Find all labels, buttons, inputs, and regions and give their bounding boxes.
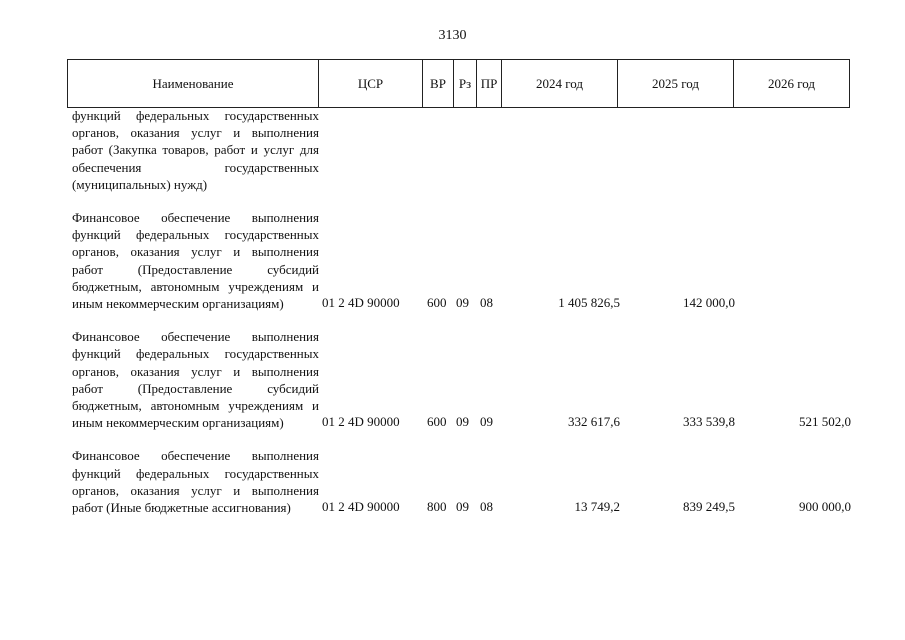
row-2025: 333 539,8	[683, 414, 735, 430]
header-pr: ПР	[476, 60, 501, 107]
row-pr: 09	[480, 414, 493, 430]
row-2024: 332 617,6	[568, 414, 620, 430]
row-csr: 01 2 4D 90000	[322, 499, 400, 515]
row-name: функций федеральных государственных органов, оказания услуг и выполнения работ (Закупка товаров, работ и услуг для обеспечения государственных (муниципальных) нужд)	[72, 108, 319, 192]
header-csr: ЦСР	[318, 60, 422, 107]
header-2024: 2024 год	[501, 60, 617, 107]
table-row	[0, 209, 905, 312]
row-csr: 01 2 4D 90000	[322, 414, 400, 430]
row-pr: 08	[480, 295, 493, 311]
header-2026: 2026 год	[733, 60, 850, 107]
row-rz: 09	[456, 295, 469, 311]
row-name: Финансовое обеспечение выполнения функций федеральных государственных органов, оказания услуг и выполнения работ (Предоставление субсидий бюджетным, автономным учреждениям и иным некоммерческим организациям)	[72, 329, 319, 431]
row-rz: 09	[456, 499, 469, 515]
row-vr: 600	[427, 295, 447, 311]
header-rz: Рз	[453, 60, 476, 107]
row-2025: 142 000,0	[683, 295, 735, 311]
table-row	[0, 328, 905, 431]
table-body	[0, 107, 905, 516]
header-2025: 2025 год	[617, 60, 733, 107]
table-header	[67, 59, 850, 108]
row-2024: 1 405 826,5	[558, 295, 620, 311]
row-rz: 09	[456, 414, 469, 430]
row-vr: 600	[427, 414, 447, 430]
table-row	[0, 447, 905, 516]
row-pr: 08	[480, 499, 493, 515]
row-2025: 839 249,5	[683, 499, 735, 515]
row-name: Финансовое обеспечение выполнения функций федеральных государственных органов, оказания услуг и выполнения работ (Предоставление субсидий бюджетным, автономным учреждениям и иным некоммерческим организациям)	[72, 210, 319, 312]
row-vr: 800	[427, 499, 447, 515]
header-name: Наименование	[67, 60, 318, 107]
header-vr: ВР	[422, 60, 453, 107]
row-2026: 521 502,0	[799, 414, 851, 430]
row-csr: 01 2 4D 90000	[322, 295, 400, 311]
row-2024: 13 749,2	[574, 499, 620, 515]
table-row	[0, 107, 905, 193]
row-name: Финансовое обеспечение выполнения функций федеральных государственных органов, оказания услуг и выполнения работ (Иные бюджетные ассигнования)	[72, 448, 319, 516]
row-2026: 900 000,0	[799, 499, 851, 515]
page-number: 3130	[438, 28, 467, 43]
